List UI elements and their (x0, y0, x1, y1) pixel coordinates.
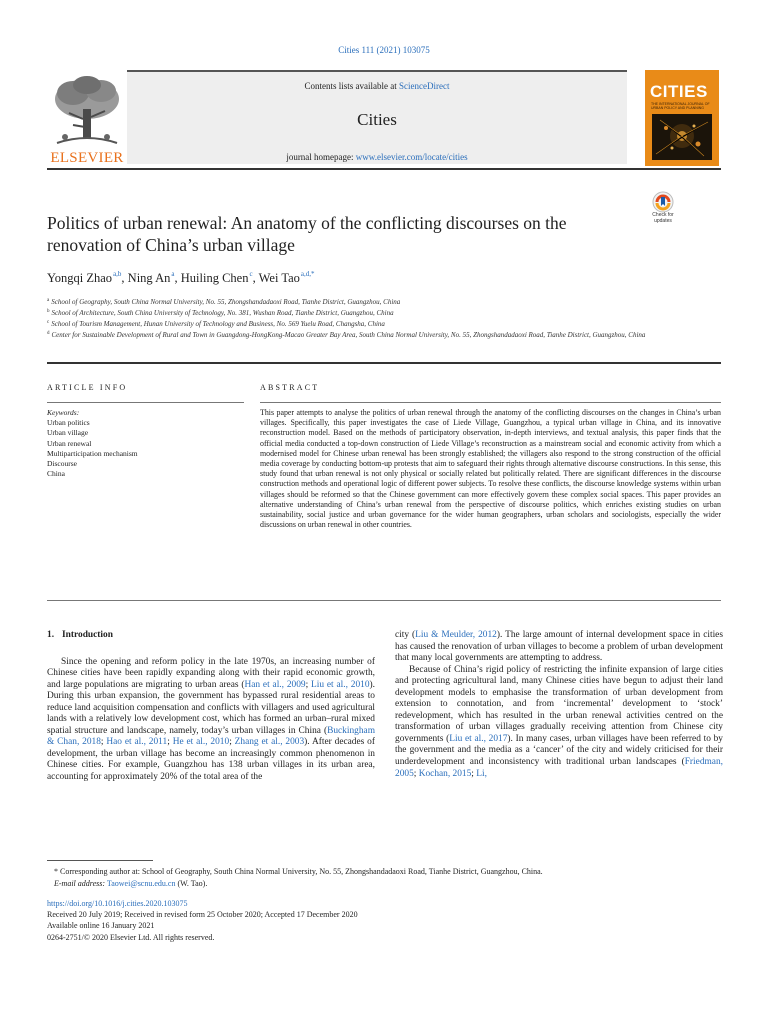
author-name[interactable]: Ning An (127, 271, 171, 285)
contents-line (127, 81, 627, 91)
reference-link[interactable]: He et al., 2010 (172, 737, 230, 748)
author-separator: , (174, 271, 181, 285)
abstract-text: This paper attempts to analyse the politics of urban renewal through the anatomy of the conflicting discourses on the changes in China’s urban villages. Specifically, this paper investigates the case of Liede Village, Guangzhou, a typical urban village in China, and its innovative reconstruction model. Based on the methods of participatory observation, in-depth interviews, and textual analysis, this paper finds that the official media conducted a top-down construction of Liede Village’s reconstruction as a mainstream social and economic activity from which a modernised model for Chinese urban renewal has been strongly established; the villagers also respond to the strong construction of the official media coverage by conducting bottom-up protests that aim to safeguard their rights through alternative discourse constructions. In this sense, this study found that urban renewal is not only physical or socially related but politically related. There are significant differences in the discourse construction methods and operational logic of different power subjects. To resolve these conflicts, the discourse knowledge systems within urban villages should be reformed so that the Chinese government can more effectively govern these complex social spaces. This paper provides an alternative understanding of China’s urban renewal from the perspective of discourse politics, which enriches existing studies on urban sustainability, social justice and urban governance for the wider human geographers, urban scholars and sociologists, especially the wider discussions on urban renewal in other countries. (260, 408, 721, 530)
footnote-rule (47, 860, 153, 861)
journal-cover-thumbnail[interactable] (645, 70, 719, 166)
article-title: Politics of urban renewal: An anatomy of the conflicting discourses on the renovation of China’s urban village (47, 213, 567, 255)
header-rule (47, 168, 721, 170)
article-info-heading: ARTICLE INFO (47, 383, 128, 392)
article-metadata (47, 898, 358, 943)
section-rule (47, 600, 721, 601)
reference-link[interactable]: Zhang et al., 2003 (234, 737, 305, 748)
author-name[interactable]: Wei Tao (258, 271, 300, 285)
email-note (47, 878, 721, 890)
body-paragraph (395, 630, 723, 665)
body-text: ; (229, 737, 235, 748)
reference-link[interactable]: Liu et al., 2017 (449, 733, 508, 744)
author-affiliation-marks[interactable]: a,b (113, 270, 122, 278)
body-text: Because of China’s rigid policy of restricting the infinite expansion of large cities and protecting agricultural land, many Chinese cities have begun to adjust their land development models to emphasise the transformation of urban development from extension to connotation, and from ‘incremental’ development to ‘stock’ redevelopment, which has resulted in the urban renewal activities centred on the transformation of urban villages gradually receiving attention from Chinese city governments ( (395, 664, 723, 744)
affiliation-mark: a (47, 298, 50, 303)
received-dates: Received 20 July 2019; Received in revised form 25 October 2020; Accepted 17 December 2020 (47, 910, 358, 920)
section-title: Introduction (62, 630, 113, 640)
article-info-rule (47, 402, 244, 403)
keyword: Urban village (47, 428, 89, 438)
affiliation-text: Center for Sustainable Development of Rural and Town in Guangdong-HongKong-Macao Greater Bay Area, South China Normal University, No. 55, Zhongshandadaoxi Road, Tianhe District, Guangzhou, China (51, 331, 646, 339)
publisher-name: ELSEVIER (50, 150, 124, 166)
cover-city-lights-image (652, 114, 712, 160)
email-link[interactable]: Taowei@scnu.edu.cn (106, 878, 176, 888)
journal-homepage-link[interactable]: www.elsevier.com/locate/cities (355, 152, 468, 162)
affiliation-list (47, 296, 647, 340)
cover-title: CITIES (650, 82, 708, 101)
contents-prefix: Contents lists available at (304, 81, 399, 91)
corresponding-author-note: * Corresponding author at: School of Geography, South China Normal University, No. 55, Zhongshandadaoxi Road, Tianhe District, Guangzhou, China. (54, 867, 543, 876)
affiliation-text: School of Tourism Management, Hunan University of Technology and Business, No. 569 Yuelu Road, Changsha, China (51, 320, 385, 328)
footnotes (47, 866, 721, 889)
affiliation-text: School of Architecture, South China University of Technology, No. 381, Wushan Road, Tianhe District, Guangzhou, China (51, 309, 394, 317)
body-text: ; (471, 768, 477, 779)
body-text: city ( (395, 630, 416, 640)
affiliation (47, 318, 647, 329)
affiliation-mark: d (47, 331, 50, 336)
journal-citation-link[interactable]: Cities 111 (2021) 103075 (338, 45, 430, 55)
body-paragraph (47, 657, 375, 784)
keyword: China (47, 469, 65, 479)
sciencedirect-link[interactable]: ScienceDirect (399, 81, 450, 91)
reference-link[interactable]: Hao et al., 2011 (106, 737, 168, 748)
author-name[interactable]: Huiling Chen (180, 271, 249, 285)
author-list (47, 270, 315, 286)
abstract-rule (260, 402, 721, 403)
author[interactable] (181, 271, 259, 285)
keywords-block (47, 408, 138, 479)
body-text: ; (413, 768, 419, 779)
body-text: ; (305, 679, 312, 690)
body-paragraph (395, 665, 723, 780)
keyword: Discourse (47, 459, 77, 469)
journal-title: Cities (357, 110, 397, 129)
homepage-line (127, 152, 627, 162)
section-rule (47, 362, 721, 364)
section-heading (47, 630, 375, 642)
reference-link[interactable]: Kochan, 2015 (418, 768, 472, 779)
body-text: Since the opening and reform policy in the late 1970s, an increasing number of Chinese cities have been rapidly expanding along with their rapid economic growth, and large populations are migrating to urban areas ( (47, 656, 375, 690)
reference-link[interactable]: Liu & Meulder, 2012 (415, 630, 497, 640)
reference-link[interactable]: Friedman, 2005 (395, 757, 723, 779)
keyword: Multiparticipation mechanism (47, 448, 138, 458)
available-online-date: Available online 16 January 2021 (47, 921, 155, 931)
affiliation (47, 307, 647, 318)
author[interactable] (259, 271, 315, 285)
email-suffix: (W. Tao). (177, 878, 208, 888)
reference-link[interactable]: Han et al., 2009 (244, 679, 306, 690)
keyword: Urban politics (47, 418, 90, 428)
affiliation-mark: c (47, 320, 50, 325)
copyright-line: 0264-2751/© 2020 Elsevier Ltd. All rights reserved. (47, 932, 215, 942)
body-column-right (395, 630, 723, 780)
author[interactable] (128, 271, 181, 285)
author-separator: , (252, 271, 259, 285)
section-number: 1. (47, 630, 55, 640)
affiliation-text: School of Geography, South China Normal University, No. 55, Zhongshandadaoxi Road, Tianhe District, Guangzhou, China (51, 298, 401, 306)
author-separator: , (121, 271, 128, 285)
reference-link[interactable]: Buckingham & Chan, 2018 (47, 725, 375, 748)
journal-banner (127, 70, 627, 164)
body-text: ). The large amount of internal development space in cities has caused the renovation of urban villages to become a problem of urban development that many local governments are attempting to address. (395, 630, 723, 664)
author[interactable] (47, 271, 128, 285)
doi-link[interactable]: https://doi.org/10.1016/j.cities.2020.103075 (47, 899, 188, 908)
body-column-left (47, 630, 375, 784)
body-text: ). After decades of development, the urban village has become an increasingly common phenomenon in Chinese cities. For example, Guangzhou has 138 urban villages in its urban area, accounting for approximately 20% of the total area of the (47, 737, 375, 783)
abstract-heading: ABSTRACT (260, 383, 320, 392)
reference-link[interactable]: Li, (476, 768, 487, 779)
affiliation (47, 296, 647, 307)
cover-subtitle: THE INTERNATIONAL JOURNAL OF URBAN POLICY AND PLANNING (651, 102, 710, 110)
reference-link[interactable]: Liu et al., 2010 (311, 679, 370, 690)
author-affiliation-marks[interactable]: a (171, 270, 175, 278)
keyword: Urban renewal (47, 438, 92, 448)
affiliation (47, 329, 647, 340)
check-for-updates-label[interactable]: Check for updates (652, 212, 674, 224)
masthead (47, 70, 721, 166)
body-text: ). In many cases, urban villages have been referred to by the government and the media as a ‘cancer’ of the city and widely criticised for their underdevelopment and inconsistency with traditional urban landscapes ( (395, 733, 723, 768)
body-text: ). During this urban expansion, the government has bypassed rural residential areas to reduce land acquisition compensation and conflicts with villagers and used agricultural lands with a relatively low development cost, which has formed an urban–rural mixed spatial structure and landscape, namely, today’s urban villages in China ( (47, 679, 376, 736)
affiliation-mark: b (47, 309, 50, 314)
email-label: E-mail address: (54, 878, 106, 888)
keywords-label: Keywords: (47, 408, 80, 417)
author-affiliation-marks[interactable]: c (249, 270, 253, 278)
author-name[interactable]: Yongqi Zhao (47, 271, 113, 285)
author-affiliation-marks[interactable]: a,d,* (300, 270, 315, 278)
body-text: ; (167, 737, 173, 748)
homepage-prefix: journal homepage: (286, 152, 356, 162)
body-text: ; (100, 737, 107, 748)
